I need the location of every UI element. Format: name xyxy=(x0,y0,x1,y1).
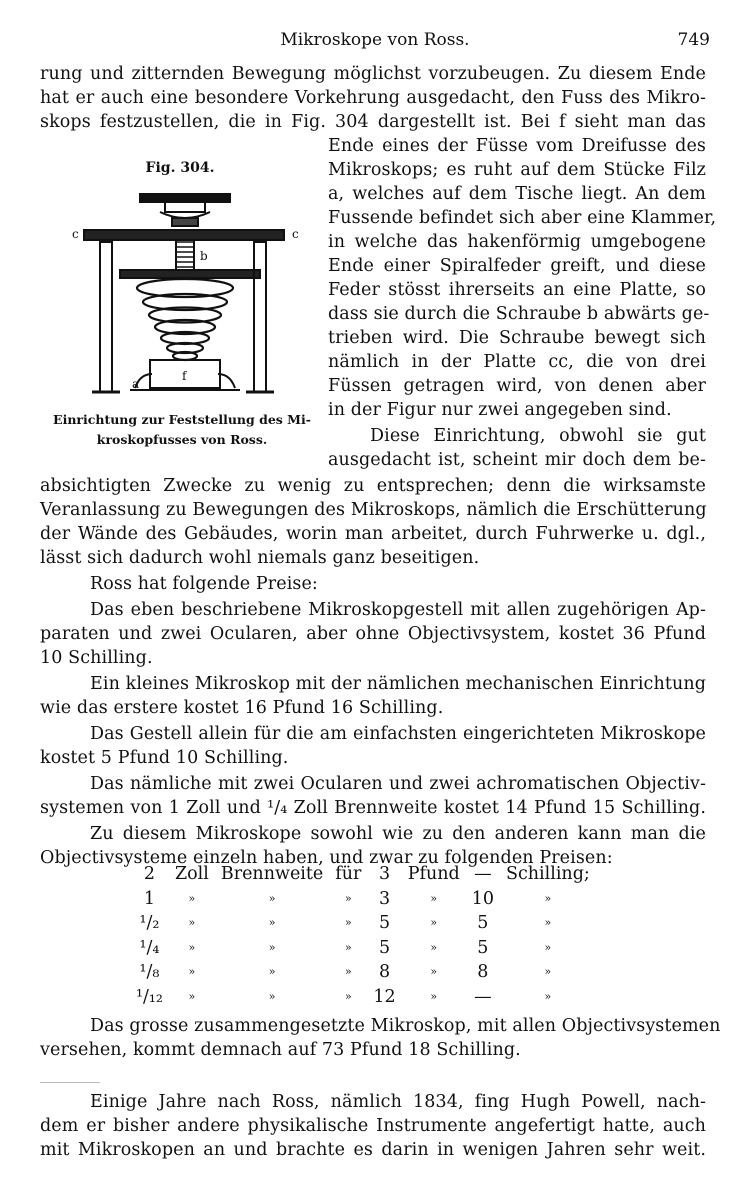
text-line: Das eben beschriebene Mikroskopgestell mit allen zugehörigen Ap- xyxy=(90,600,706,620)
price-row xyxy=(130,936,596,961)
figure-caption xyxy=(40,410,324,450)
letter-b: b xyxy=(200,249,208,263)
text-line: Ende einer Spiralfeder greift, und diese xyxy=(328,256,706,276)
price-cell: 5 xyxy=(378,913,391,934)
price-cell: 2 xyxy=(143,864,156,885)
letter-a: a xyxy=(132,377,140,391)
letter-c-left: c xyxy=(72,227,79,241)
text-line: Objectivsysteme einzeln haben, und zwar zu folgenden Preisen: xyxy=(40,848,613,868)
letter-f: f xyxy=(182,369,187,383)
price-cell: » xyxy=(344,916,352,930)
price-cell: 12 xyxy=(373,986,396,1007)
price-cell: » xyxy=(344,940,352,954)
price-cell: ¹/₄ xyxy=(139,937,160,958)
page-number: 749 xyxy=(677,30,710,50)
text-line: lässt sich dadurch wohl niemals ganz beseitigen. xyxy=(40,548,480,568)
section-separator xyxy=(40,1082,100,1083)
price-cell: » xyxy=(188,891,196,905)
running-header xyxy=(40,30,710,56)
price-cell: ¹/₂ xyxy=(139,913,160,934)
text-line: Zu diesem Mikroskope sowohl wie zu den anderen kann man die xyxy=(90,824,706,844)
text-line: skops festzustellen, die in Fig. 304 dargestellt ist. Bei f sieht man das xyxy=(40,112,706,132)
text-line: Feder stösst ihrerseits an eine Platte, so xyxy=(328,280,706,300)
price-cell: » xyxy=(268,940,276,954)
price-row xyxy=(130,887,596,912)
price-cell: » xyxy=(344,989,352,1003)
price-cell: ¹/₁₂ xyxy=(136,986,163,1007)
price-cell: » xyxy=(544,965,552,979)
price-cell: » xyxy=(544,940,552,954)
letter-c-right: c xyxy=(292,227,299,241)
price-row xyxy=(130,960,596,985)
text-line: Veranlassung zu Bewegungen des Mikroskops, nämlich die Erschütterung xyxy=(40,500,707,520)
text-line: a, welches auf dem Tische liegt. An dem xyxy=(328,184,706,204)
price-cell: Zoll xyxy=(174,864,209,885)
price-cell: » xyxy=(430,940,438,954)
price-cell: 1 xyxy=(143,888,156,909)
text-line: kostet 5 Pfund 10 Schilling. xyxy=(40,748,289,768)
text-line: absichtigten Zwecke zu wenig zu entsprechen; denn die wirksamste xyxy=(40,476,706,496)
text-line: 10 Schilling. xyxy=(40,648,153,668)
text-line: Das nämliche mit zwei Ocularen und zwei achromatischen Objectiv- xyxy=(90,774,706,794)
price-cell: 5 xyxy=(477,937,489,958)
text-line: nämlich in der Platte cc, die von drei xyxy=(328,352,706,372)
price-cell: » xyxy=(430,891,438,905)
price-cell: » xyxy=(430,989,438,1003)
text-line: wie das erstere kostet 16 Pfund 16 Schilling. xyxy=(40,698,444,718)
price-cell: » xyxy=(430,965,438,979)
text-line: Füssen getragen wird, von denen aber xyxy=(328,376,706,396)
price-cell: » xyxy=(268,891,276,905)
price-cell: » xyxy=(268,989,276,1003)
price-cell: » xyxy=(430,916,438,930)
price-cell: 5 xyxy=(477,913,489,934)
text-line: Ross hat folgende Preise: xyxy=(90,574,318,594)
text-line: Mikroskops; es ruht auf dem Stücke Filz xyxy=(328,160,706,180)
text-line: Diese Einrichtung, obwohl sie gut xyxy=(370,426,706,446)
text-line: der Wände des Gebäudes, worin man arbeitet, durch Fuhrwerke u. dgl., xyxy=(40,524,706,544)
text-line: mit Mikroskopen an und brachte es darin in wenigen Jahren sehr weit. xyxy=(40,1140,706,1160)
text-line: systemen von 1 Zoll und ¹/₄ Zoll Brennweite kostet 14 Pfund 15 Schilling. xyxy=(40,798,706,818)
price-cell: Schilling; xyxy=(505,864,590,885)
price-cell: — xyxy=(474,986,492,1007)
price-cell: » xyxy=(268,965,276,979)
spring-foot-clamp-illustration xyxy=(40,188,320,408)
price-cell: ¹/₈ xyxy=(139,962,160,983)
price-cell: 3 xyxy=(378,864,391,885)
text-line: Fussende befindet sich aber eine Klammer, xyxy=(328,208,717,228)
text-line: versehen, kommt demnach auf 73 Pfund 18 Schilling. xyxy=(40,1040,521,1060)
text-line: in der Figur nur zwei angegeben sind. xyxy=(328,400,672,420)
price-cell: » xyxy=(344,891,352,905)
text-line: paraten und zwei Ocularen, aber ohne Objectivsystem, kostet 36 Pfund xyxy=(40,624,706,644)
figure-304 xyxy=(40,160,320,460)
price-cell: — xyxy=(474,864,492,885)
price-cell: für xyxy=(335,864,362,885)
figure-caption-line: Einrichtung zur Feststellung des Mi- xyxy=(53,412,311,427)
text-line: trieben wird. Die Schraube bewegt sich xyxy=(328,328,706,348)
text-line: Das grosse zusammengesetzte Mikroskop, mit allen Objectivsystemen xyxy=(90,1016,721,1036)
price-cell: » xyxy=(188,916,196,930)
price-cell: Brennweite xyxy=(220,864,324,885)
price-row xyxy=(130,862,596,887)
text-line: ausgedacht ist, scheint mir doch dem be- xyxy=(328,450,706,470)
price-cell: 3 xyxy=(378,888,391,909)
running-title: Mikroskope von Ross. xyxy=(280,30,470,50)
text-line: Einige Jahre nach Ross, nämlich 1834, fing Hugh Powell, nach- xyxy=(90,1092,706,1112)
price-cell: » xyxy=(544,916,552,930)
price-cell: » xyxy=(188,989,196,1003)
price-cell: » xyxy=(268,916,276,930)
text-line: dass sie durch die Schraube b abwärts ge- xyxy=(328,304,710,324)
price-cell: » xyxy=(544,891,552,905)
price-row xyxy=(130,985,596,1010)
price-cell: » xyxy=(544,989,552,1003)
price-cell: 8 xyxy=(378,962,391,983)
price-row xyxy=(130,911,596,936)
price-cell: 8 xyxy=(477,962,489,983)
price-cell: 5 xyxy=(378,937,391,958)
price-cell: Pfund xyxy=(407,864,460,885)
figure-caption-line: kroskopfusses von Ross. xyxy=(96,432,268,447)
text-line: Ende eines der Füsse vom Dreifusse des xyxy=(328,136,706,156)
price-cell: » xyxy=(188,940,196,954)
text-line: dem er bisher andere physikalische Instrumente angefertigt hatte, auch xyxy=(40,1116,706,1136)
price-cell: » xyxy=(344,965,352,979)
text-line: Das Gestell allein für die am einfachsten eingerichteten Mikroskope xyxy=(90,724,706,744)
text-line: hat er auch eine besondere Vorkehrung ausgedacht, den Fuss des Mikro- xyxy=(40,88,706,108)
price-cell: » xyxy=(188,965,196,979)
text-line: in welche das hakenförmig umgebogene xyxy=(328,232,706,252)
text-line: rung und zitternden Bewegung möglichst vorzubeugen. Zu diesem Ende xyxy=(40,64,706,84)
text-line: Ein kleines Mikroskop mit der nämlichen mechanischen Einrichtung xyxy=(90,674,706,694)
price-cell: 10 xyxy=(471,888,494,909)
price-table xyxy=(130,862,596,1009)
figure-label: Fig. 304. xyxy=(145,160,215,176)
